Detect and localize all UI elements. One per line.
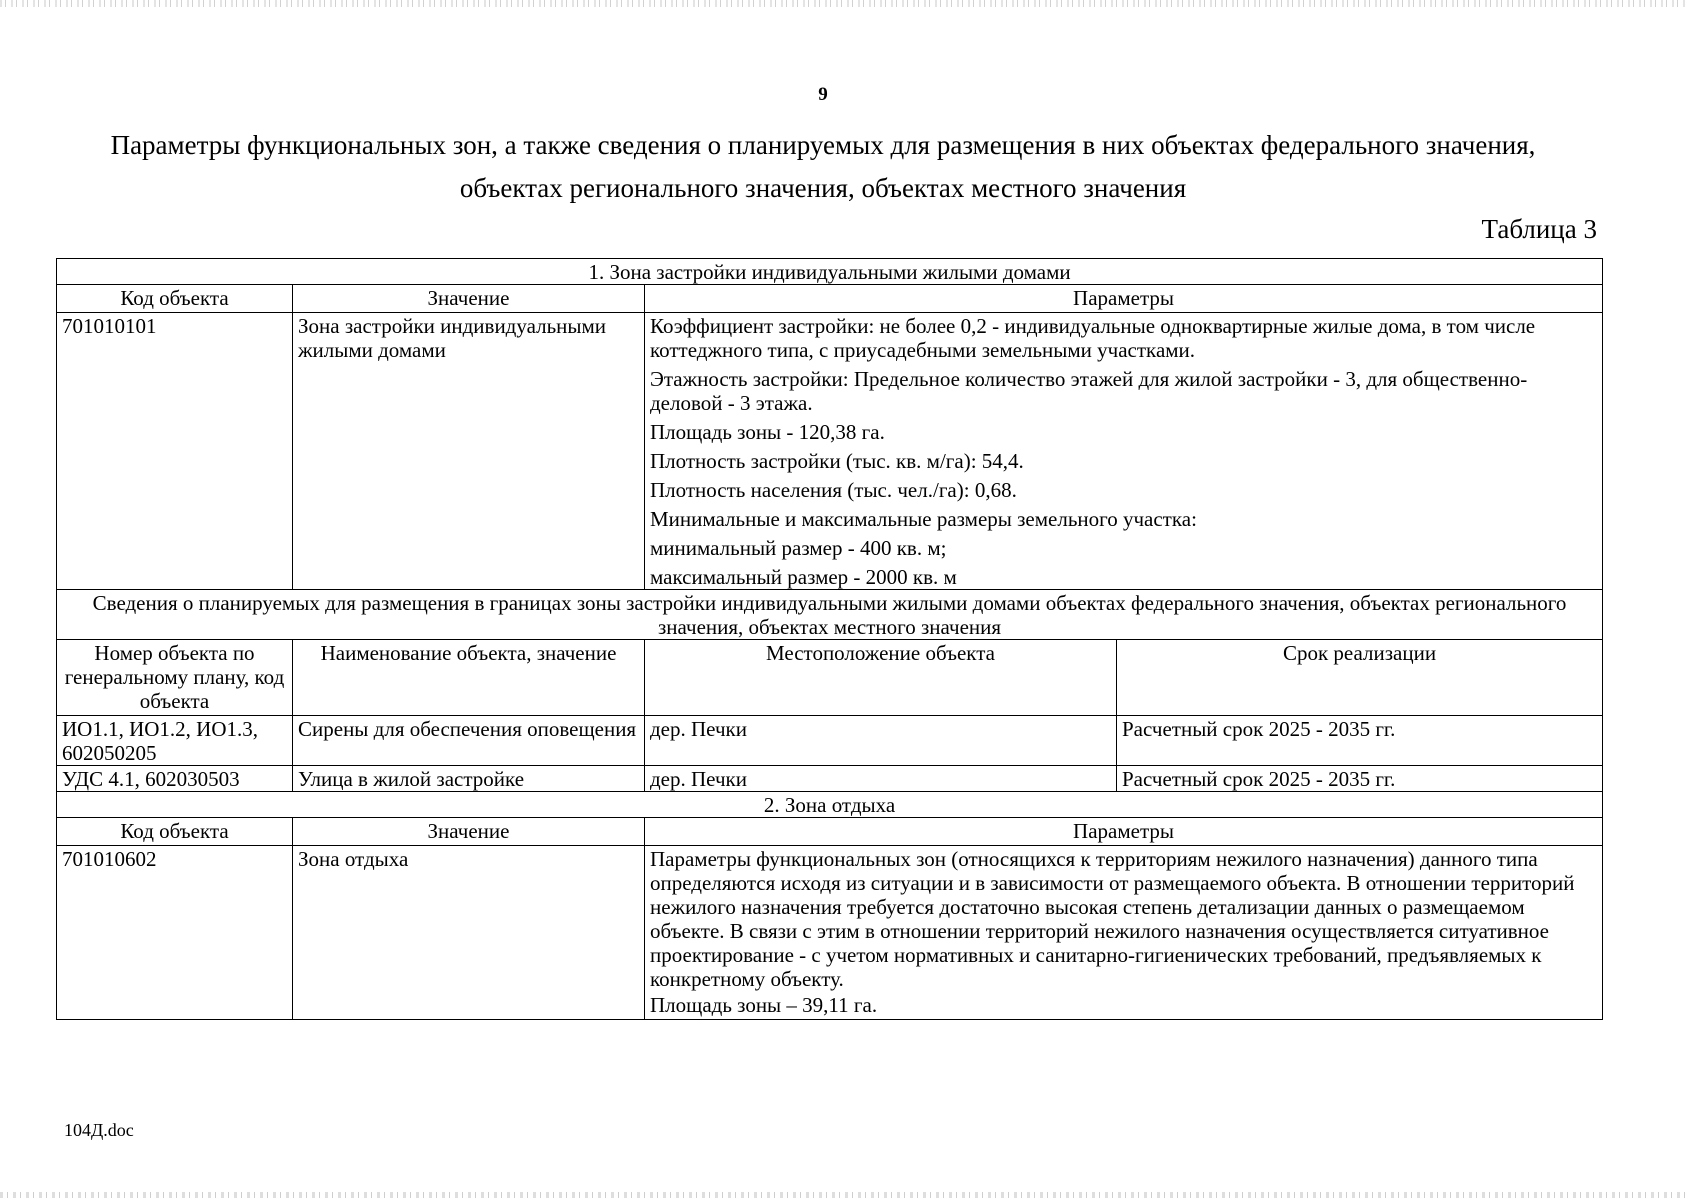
object-number: УДС 4.1, 602030503 bbox=[57, 766, 293, 792]
zone1-param: Этажность застройки: Предельное количество этажей для жилой застройки - 3, для общественно-деловой - 3 этажа. bbox=[650, 367, 1528, 415]
zone2-col-code: Код объекта bbox=[57, 818, 293, 846]
zone1-param: Площадь зоны - 120,38 га. bbox=[650, 420, 885, 444]
object-name: Сирены для обеспечения оповещения bbox=[293, 716, 645, 766]
zone2-heading-row bbox=[57, 792, 1603, 818]
object-location: дер. Печки bbox=[645, 766, 1117, 792]
document-filename: 104Д.doc bbox=[64, 1120, 134, 1140]
zone1-heading-row bbox=[57, 259, 1603, 285]
obj-col-term: Срок реализации bbox=[1117, 640, 1603, 716]
zone2-code: 701010602 bbox=[57, 846, 293, 1020]
zone1-objects-heading-row bbox=[57, 590, 1603, 640]
zone1-col-code: Код объекта bbox=[57, 285, 293, 313]
scan-edge-top bbox=[0, 0, 1686, 7]
zone2-value: Зона отдыха bbox=[293, 846, 645, 1020]
zone2-col-params: Параметры bbox=[645, 818, 1603, 846]
zone1-col-params: Параметры bbox=[645, 285, 1603, 313]
zone1-objects-header-row bbox=[57, 640, 1603, 716]
object-name: Улица в жилой застройке bbox=[293, 766, 645, 792]
zone1-col-value: Значение bbox=[293, 285, 645, 313]
obj-col-name: Наименование объекта, значение bbox=[293, 640, 645, 716]
page-number: 9 bbox=[818, 84, 828, 105]
document-title: Параметры функциональных зон, а также сведения о планируемых для размещения в них объектах федерального значения, объектах регионального значения, объектах местного значения bbox=[110, 130, 1536, 203]
zone2-params bbox=[645, 846, 1603, 1020]
zone1-param: максимальный размер - 2000 кв. м bbox=[650, 565, 957, 589]
zone1-heading: 1. Зона застройки индивидуальными жилыми домами bbox=[57, 259, 1603, 285]
table-row bbox=[57, 766, 1603, 792]
zone1-param: Плотность застройки (тыс. кв. м/га): 54,4. bbox=[650, 449, 1024, 473]
obj-col-location: Местоположение объекта bbox=[645, 640, 1117, 716]
object-number: ИО1.1, ИО1.2, ИО1.3, 602050205 bbox=[57, 716, 293, 766]
object-term: Расчетный срок 2025 - 2035 гг. bbox=[1117, 716, 1603, 766]
zone1-data-row bbox=[57, 313, 1603, 590]
zone1-param: Плотность населения (тыс. чел./га): 0,68. bbox=[650, 478, 1017, 502]
table-caption: Таблица 3 bbox=[1481, 214, 1597, 244]
zone1-header-row bbox=[57, 285, 1603, 313]
zone2-data-row bbox=[57, 846, 1603, 1020]
zone1-param: минимальный размер - 400 кв. м; bbox=[650, 536, 947, 560]
obj-col-number: Номер объекта по генеральному плану, код объекта bbox=[57, 640, 293, 716]
zone2-param: Параметры функциональных зон (относящихся к территориям нежилого назначения) данного типа определяются исходя из ситуации и в зависимости от размещаемого объекта. В отношении территорий нежилого назначения требуется достаточно высокая степень детализации данных о размещаемом объекте. В связи с этим в отношении территорий нежилого назначения осуществляется ситуативное проектирование - с учетом нормативных и санитарно-гигиенических требований, предъявляемых к конкретному объекту. bbox=[650, 847, 1575, 991]
zone2-heading: 2. Зона отдыха bbox=[57, 792, 1603, 818]
zone2-header-row bbox=[57, 818, 1603, 846]
zone1-param: Минимальные и максимальные размеры земельного участка: bbox=[650, 507, 1197, 531]
zones-table bbox=[56, 258, 1603, 1020]
zone2-param: Площадь зоны – 39,11 га. bbox=[650, 993, 878, 1017]
zone1-value: Зона застройки индивидуальными жилыми домами bbox=[293, 313, 645, 590]
zone2-col-value: Значение bbox=[293, 818, 645, 846]
table-row bbox=[57, 716, 1603, 766]
zone1-params bbox=[645, 313, 1603, 590]
object-location: дер. Печки bbox=[645, 716, 1117, 766]
scan-edge-bottom bbox=[0, 1192, 1686, 1198]
zone1-code: 701010101 bbox=[57, 313, 293, 590]
zone1-objects-heading: Сведения о планируемых для размещения в границах зоны застройки индивидуальными жилыми домами объектах федерального значения, объектах регионального значения, объектах местного значения bbox=[57, 590, 1603, 640]
object-term: Расчетный срок 2025 - 2035 гг. bbox=[1117, 766, 1603, 792]
zone1-param: Коэффициент застройки: не более 0,2 - индивидуальные одноквартирные жилые дома, в том числе коттеджного типа, с приусадебными земельными участками. bbox=[650, 314, 1536, 362]
